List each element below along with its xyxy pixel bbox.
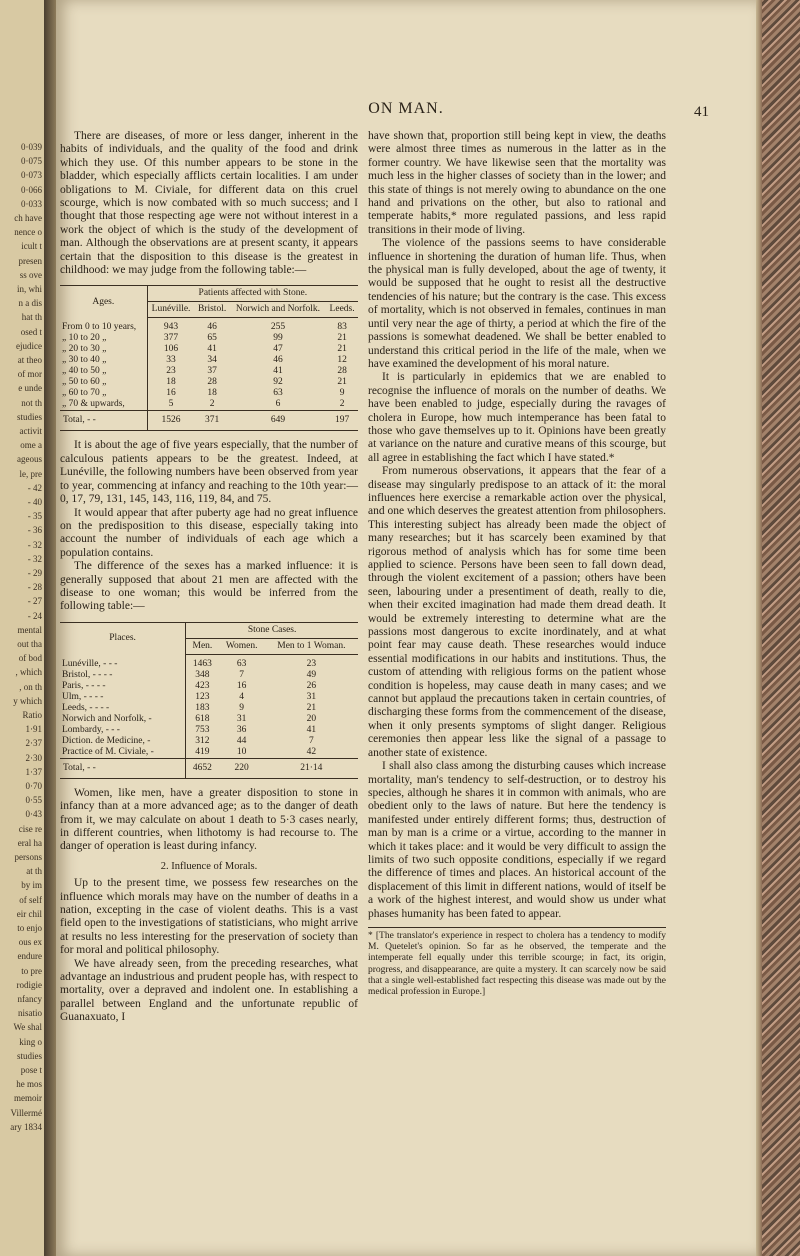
- fragment-text: 0·55: [25, 795, 42, 806]
- table-row: [60, 355, 358, 366]
- table-column-header: Lunéville.: [147, 302, 194, 318]
- fragment-text: not th: [21, 397, 42, 408]
- fragment-text: eral ha: [17, 837, 42, 848]
- table-cell: 18: [166, 377, 176, 388]
- table-row: [60, 333, 358, 344]
- fragment-text: Villermé: [10, 1107, 42, 1118]
- table-cell: 7: [308, 735, 314, 746]
- fragment-text: osed t: [20, 326, 42, 337]
- table-cell: 123: [195, 691, 210, 702]
- table-cell: 377: [163, 333, 179, 344]
- fragment-text: king o: [19, 1036, 42, 1047]
- table-row: [60, 703, 358, 714]
- table-cell: 26: [306, 680, 317, 691]
- table-cell: 419: [195, 746, 210, 757]
- table-header-places: Places.: [60, 622, 186, 654]
- fragment-text: le, pre: [19, 468, 42, 479]
- fragment-text: nence o: [14, 227, 42, 238]
- fragment-text: out tha: [17, 639, 42, 649]
- fragment-text: icult t: [21, 241, 42, 252]
- table-total-row: Total, - - 4652 220 21·14: [60, 758, 358, 778]
- table-cell: 183: [195, 702, 210, 713]
- table-row: [60, 681, 358, 692]
- paragraph: The violence of the passions seems to have considerable influence in shortening the duration of human life. Thus, when the physical man is fully developed, about the age of twenty, it would be supposed that he ought to resist all the destructive tendencies of his nature; but the contrary is the case. This excess of mortality, which is not observed in females, continues in man until very near the age of thirty, a period at which the fire of the passions is somewhat deadened. We shall be better enabled to understand this critical period in the life of the male, when we have examined the development of his moral nature.: [368, 237, 666, 370]
- fragment-text: 2·30: [25, 752, 42, 763]
- fragment-text: persons: [14, 852, 42, 862]
- table-cell: 753: [195, 724, 210, 735]
- row-label: „ 70 & upwards,: [60, 399, 147, 411]
- right-column: [368, 130, 666, 998]
- table-cell: 106: [163, 344, 179, 355]
- paragraph: From numerous observations, it appears that the fear of a disease may singularly predispose to an attack of it: the moral influences here exercise a remarkable action over the physical, and one which deserves the greatest attention from philosophers. This interesting subject has already been made the object of many researches; but it has scarcely been examined by that rigorous method of analysis which has for some time been applied to science. Persons have been seen to fall down dead, through the violent excitement of a passion; others have been seen, labouring under a presentiment of death, really to die, when their excited imagination had made them dread death. It would be extremely interesting to determine what are the passions most dangerous to excite inordinately, and at what point fear may cause death. These researches would induce essential modifications in our habits and institutions. Thus, the custom of attending with religious forms on the patient whose condition is hopeless, may cause death in many cases; and we cannot but applaud the precautions taken in certain countries, of discharging these forms from the commencement of the disease, when it only presents symptoms of slight danger. Religious ceremonies then appear less like the signal of a passage to another state of existence.: [368, 465, 666, 759]
- fragment-text: ch have: [14, 213, 42, 223]
- table-cell: 5: [168, 399, 174, 410]
- row-label: „ 20 to 30 „: [60, 344, 147, 355]
- running-head: ON MAN.: [368, 100, 444, 117]
- table-cell: 10: [236, 746, 247, 757]
- page-number: 41: [694, 104, 709, 120]
- table-row: [60, 318, 358, 334]
- table-cell: 2: [209, 399, 215, 410]
- fragment-text: - 32: [27, 539, 42, 550]
- table-group-header: Patients affected with Stone.: [147, 286, 358, 302]
- table-cell: 21: [306, 702, 317, 713]
- table-cell: 9: [339, 388, 345, 399]
- table-cell: 36: [236, 724, 247, 735]
- row-label: „ 10 to 20 „: [60, 333, 147, 344]
- fragment-text: 1·91: [25, 724, 42, 735]
- table-cell: 12: [337, 355, 347, 366]
- fragment-text: 0·70: [25, 781, 42, 791]
- fragment-text: of mor: [17, 369, 42, 380]
- fragment-text: e unde: [18, 383, 42, 394]
- table-total-row: Total, - - 1526 371 649 197: [60, 411, 358, 431]
- row-label: „ 60 to 70 „: [60, 388, 147, 399]
- row-label: Lombardy, - - -: [60, 725, 186, 736]
- table-cell: 92: [273, 377, 283, 388]
- fragment-text: nisatio: [18, 1008, 42, 1019]
- table-row: [60, 670, 358, 681]
- table-cell: 21: [337, 344, 347, 355]
- table-row: [60, 714, 358, 725]
- fragment-text: at theo: [17, 355, 42, 365]
- row-label: „ 30 to 40 „: [60, 355, 147, 366]
- table-cell: 42: [306, 746, 317, 757]
- fragment-text: - 35: [27, 511, 42, 522]
- table-cell: 20: [306, 713, 317, 724]
- table-cell: 4: [239, 691, 245, 702]
- table-row: [60, 344, 358, 355]
- table-column-header: Bristol.: [194, 302, 229, 318]
- fragment-text: in, whi: [16, 284, 42, 294]
- table-cell: 34: [207, 355, 217, 366]
- table-cell: 255: [270, 322, 286, 333]
- fragment-text: - 28: [27, 582, 42, 593]
- book-gutter: [44, 0, 56, 1256]
- table-row: [60, 725, 358, 736]
- paragraph: I shall also class among the disturbing causes which increase mortality, man's tendency to self-destruction, or to destroy his species, although he shares it in common with animals, who are obedient only to the laws of nature. But here the tendency is manifested under entirely different forms; thus, destruction of man by man is a crime or a virtue, according to the manner in which it takes place: and it would be very difficult to assign the limits of two such opposite conditions, especially if we regard the difference of times and places. An historical account of the displacement of this limit in different nations, would of itself be a work of the highest interest, and would show us under what phases humanity has been fated to appear.: [368, 760, 666, 920]
- table-cell: 16: [236, 680, 247, 691]
- table-row: [60, 388, 358, 399]
- table-cell: 47: [273, 344, 283, 355]
- fragment-text: - 40: [27, 497, 42, 507]
- section-heading: 2. Influence of Morals.: [160, 860, 258, 872]
- fragment-text: n a dis: [18, 298, 42, 309]
- paragraph: Up to the present time, we possess few researches on the influence which morals may have on the number of deaths in a nation, excepting in the case of violent deaths. This is a vast field open to the investigations of statisticians, who might arrive at results no less interesting for the preservation of society than for moral and political philosophy.: [60, 877, 358, 957]
- table-cell: 46: [273, 355, 283, 366]
- stone-by-sex-table: [60, 622, 358, 779]
- table-cell: 23: [306, 658, 317, 669]
- table-cell: 18: [207, 388, 217, 399]
- fragment-text: nfancy: [17, 994, 42, 1004]
- fragment-text: 0·033: [21, 198, 42, 209]
- row-label: Norwich and Norfolk, -: [60, 714, 186, 725]
- table-column-header: Norwich and Norfolk.: [230, 302, 326, 318]
- book-page: [56, 0, 756, 1256]
- table-cell: 41: [306, 724, 317, 735]
- table-cell: 16: [166, 388, 176, 399]
- fragment-text: studies: [16, 411, 42, 422]
- paragraph: There are diseases, of more or less danger, inherent in the habits of individuals, and the quality of the food and drink which they use. Of this number appears to be stone in the bladder, which especially afflicts certain localities. I am under obligations to M. Civiale, for different data on this cruel scourge, which is now combated with so much success; and I thought that those respecting age were not without interest in a work the object of which is the study of the development of man. Although the observations are at present scanty, it appears certain that the disposition to this disease is the greatest in childhood: we may judge from the following table:—: [60, 130, 358, 277]
- fragment-text: - 27: [27, 596, 42, 607]
- table-cell: 2: [339, 399, 345, 410]
- table-cell: 33: [166, 355, 176, 366]
- table-cell: 23: [166, 366, 176, 377]
- fragment-text: ous ex: [18, 937, 42, 948]
- paragraph: It would appear that after puberty age had no great influence on the predisposition to this disease, especially taking into account the number of individuals of each age which a population contains.: [60, 506, 358, 559]
- fragment-text: endure: [17, 951, 42, 962]
- fragment-text: pose t: [20, 1065, 42, 1075]
- fragment-text: 0·075: [21, 156, 42, 167]
- table-column-header: Men to 1 Woman.: [265, 638, 358, 654]
- table-column-header: Women.: [219, 638, 265, 654]
- table-column-header: Leeds.: [326, 302, 358, 318]
- table-cell: 63: [236, 658, 247, 669]
- fragment-text: mental: [17, 624, 42, 635]
- table-cell: 6: [275, 399, 281, 410]
- table-group-header: Stone Cases.: [186, 622, 358, 638]
- table-row: [60, 736, 358, 747]
- fragment-text: - 24: [27, 610, 42, 621]
- table-cell: 1463: [192, 658, 212, 669]
- table-cell: 28: [337, 366, 347, 377]
- paragraph: The difference of the sexes has a marked influence: it is generally supposed that about 21 men are affected with the disease to one woman; this would be inferred from the following table:—: [60, 560, 358, 613]
- marbled-page-edge: [756, 0, 800, 1256]
- table-cell: 312: [195, 735, 210, 746]
- left-column: [60, 130, 358, 1025]
- table-cell: 28: [207, 377, 217, 388]
- fragment-text: ss ove: [19, 269, 42, 280]
- paragraph: It is about the age of five years especially, that the number of calculous patients appears to be the greatest. Indeed, at Lunéville, the following numbers have been observed from year to year, commencing at infancy and reaching to the 10th year:—0, 17, 79, 131, 145, 143, 116, 119, 84, and 75.: [60, 439, 358, 506]
- fragment-text: cise re: [18, 823, 42, 834]
- fragment-text: ary 1834: [10, 1121, 42, 1132]
- fragment-text: of bod: [18, 653, 42, 664]
- table-column-header: Men.: [186, 638, 219, 654]
- paragraph: have shown that, proportion still being kept in view, the deaths were almost three times as numerous in the latter as in the former country. We have likewise seen that the mortality was much less in the higher classes of society than in the lower; and this state of things is not merely owing to abundance on the one hand and privations on the other, but also to rational and temperate habits,* more regulated passions, and less rapid transitions in their mode of living.: [368, 130, 666, 236]
- fragment-text: , which: [15, 667, 42, 678]
- fragment-text: he mos: [16, 1079, 42, 1090]
- fragment-text: ageous: [17, 454, 42, 465]
- fragment-text: rodigie: [16, 979, 42, 990]
- row-label: Leeds, - - - -: [60, 703, 186, 714]
- row-label: Paris, - - - -: [60, 681, 186, 692]
- table-row: [60, 692, 358, 703]
- table-cell: 21: [337, 333, 347, 344]
- table-row: [60, 366, 358, 377]
- table-cell: 37: [207, 366, 217, 377]
- fragment-text: 0·066: [21, 184, 42, 195]
- fragment-text: , on th: [19, 681, 42, 692]
- footnote: * [The translator's experience in respect to cholera has a tendency to modify M. Quetelet's opinion. So far as he observed, the temperate and the intemperate fell equally under this terrible scourge; in fact, its origin, progress, and disappearance, are quite a mystery. It can scarcely now be said that a single well-established fact respecting this disease was made out by the medical profession in Europe.]: [368, 927, 666, 998]
- fragment-text: presen: [18, 255, 42, 266]
- fragment-text: 1·37: [25, 766, 42, 777]
- fragment-text: hat th: [21, 312, 42, 323]
- table-cell: 41: [207, 344, 217, 355]
- table-cell: 31: [306, 691, 317, 702]
- table-cell: 49: [306, 669, 317, 680]
- fragment-text: y which: [13, 695, 42, 706]
- table-cell: 46: [207, 322, 217, 333]
- paragraph: Women, like men, have a greater disposition to stone in infancy than at a more advanced age; as to the danger of death from it, we may calculate on about 1 death to 5·3 cases nearly, in different countries, when lithotomy is had recourse to. The danger of operation is least during infancy.: [60, 786, 358, 853]
- fragment-text: - 32: [27, 553, 42, 564]
- table-cell: 99: [273, 333, 283, 344]
- fragment-text: - 42: [27, 482, 42, 493]
- table-cell: 423: [195, 680, 210, 691]
- table-cell: 83: [337, 322, 347, 333]
- fragment-text: We shal: [13, 1022, 42, 1033]
- row-label: „ 50 to 60 „: [60, 377, 147, 388]
- fragment-text: ome a: [20, 440, 42, 451]
- fragment-text: - 29: [27, 568, 42, 578]
- fragment-text: of self: [19, 894, 42, 905]
- fragment-text: at th: [26, 866, 42, 877]
- fragment-text: 2·37: [25, 738, 42, 749]
- table-cell: 31: [236, 713, 247, 724]
- table-cell: 63: [273, 388, 283, 399]
- table-cell: 7: [239, 669, 245, 680]
- fragment-text: by im: [21, 880, 42, 891]
- table-cell: 65: [207, 333, 217, 344]
- table-row: [60, 399, 358, 411]
- row-label: Lunéville, - - -: [60, 654, 186, 670]
- table-row: [60, 654, 358, 670]
- fragment-text: to enjo: [17, 923, 42, 933]
- row-label: Diction. de Medicine, -: [60, 736, 186, 747]
- fragment-text: ejudice: [16, 340, 42, 351]
- page-edge-shadow: [756, 0, 762, 1256]
- fragment-text: activit: [19, 426, 42, 436]
- fragment-text: Ratio: [22, 710, 42, 720]
- adjacent-page-fragment: [0, 0, 44, 1256]
- table-row: [60, 377, 358, 388]
- fragment-text: 0·073: [21, 170, 42, 181]
- table-cell: 618: [195, 713, 210, 724]
- table-cell: 21: [337, 377, 347, 388]
- row-label: From 0 to 10 years,: [60, 318, 147, 334]
- fragment-text: 0·039: [21, 142, 42, 152]
- row-label: Ulm, - - - -: [60, 692, 186, 703]
- fragment-text: eir chil: [16, 908, 42, 919]
- table-cell: 41: [273, 366, 283, 377]
- table-row: [60, 747, 358, 759]
- stone-by-age-table: [60, 285, 358, 431]
- fragment-text: memoir: [14, 1093, 42, 1104]
- table-header-ages: Ages.: [60, 286, 147, 318]
- table-cell: 943: [163, 322, 179, 333]
- fragment-text: to pre: [21, 965, 42, 976]
- table-cell: 9: [239, 702, 245, 713]
- paragraph: We have already seen, from the preceding researches, what advantage an industrious and prudent people has, with respect to mortality, over a depraved and indolent one. In establishing a parallel between England and the unfortunate republic of Guanaxuato, I: [60, 957, 358, 1024]
- fragment-text: - 36: [27, 525, 42, 536]
- fragment-text: 0·43: [25, 809, 42, 820]
- paragraph: It is particularly in epidemics that we are enabled to recognise the influence of morals on the number of deaths. We have been enabled to judge, especially during the ravages of cholera in Europe, how much intemperance has been fatal to those who gave themselves up to it. Opinions have been greatly at variance on the nature and curative means of this scourge, but all agree in establishing the fact which I have stated.*: [368, 371, 666, 464]
- row-label: „ 40 to 50 „: [60, 366, 147, 377]
- table-cell: 44: [236, 735, 247, 746]
- row-label: Bristol, - - - -: [60, 670, 186, 681]
- fragment-text: studies: [16, 1050, 42, 1061]
- row-label: Practice of M. Civiale, -: [60, 747, 186, 759]
- table-cell: 348: [195, 669, 210, 680]
